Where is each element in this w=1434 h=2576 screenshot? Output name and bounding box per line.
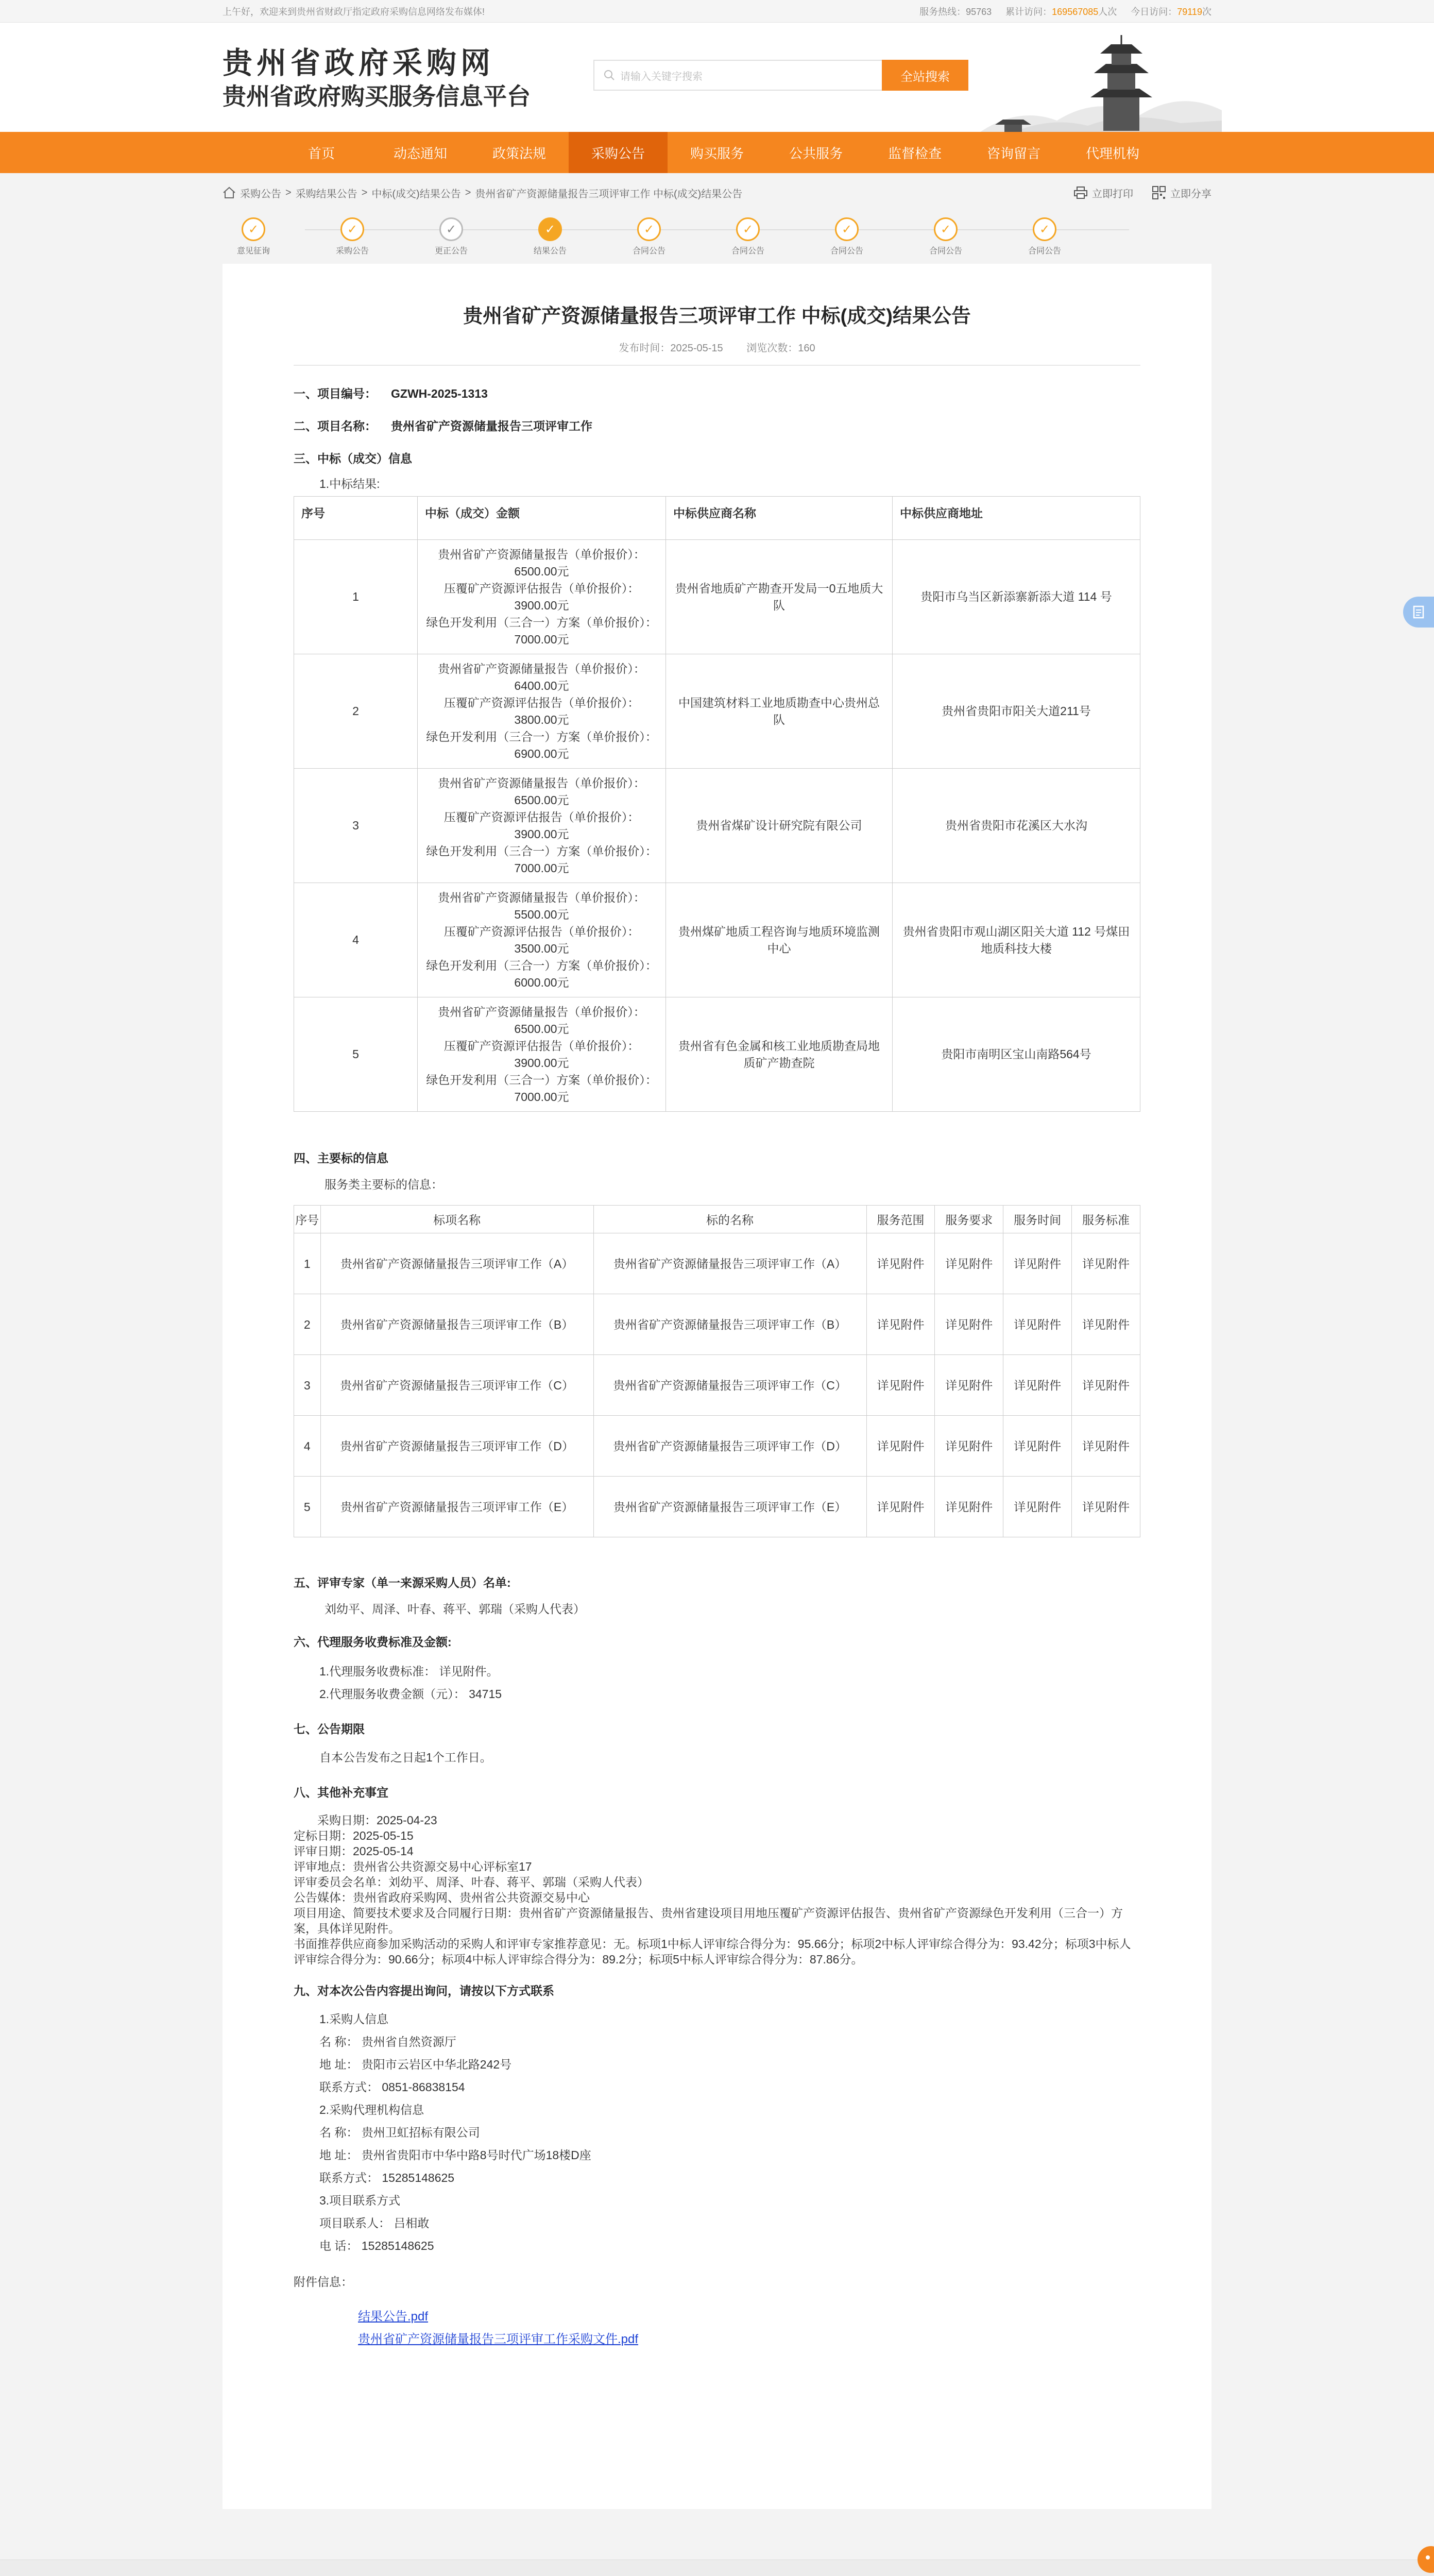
search-icon (604, 70, 615, 81)
top-bar (0, 0, 1434, 23)
subject-table (294, 1205, 1140, 1537)
document-icon (1411, 604, 1426, 620)
nav-home[interactable]: 首页 (308, 145, 335, 161)
table-header: 服务范围 (866, 1206, 935, 1233)
attachment-link[interactable]: 结果公告.pdf (358, 2310, 429, 2324)
step[interactable]: ✓ 更正公告 (420, 217, 482, 256)
step[interactable]: ✓ 意见征询 (223, 217, 284, 256)
breadcrumb-item[interactable]: 采购公告 (240, 188, 281, 200)
float-mascot-icon[interactable] (1415, 2544, 1434, 2575)
article (223, 264, 1211, 2509)
attachments-label: 附件信息： (294, 2275, 353, 2289)
divider (294, 365, 1140, 366)
section-agency-fee: 六、代理服务收费标准及金额: (294, 1635, 452, 1649)
search-button[interactable]: 全站搜索 (882, 60, 968, 91)
view-count: 浏览次数：160 (746, 343, 815, 354)
nav-supervision[interactable]: 监督检查 (887, 145, 942, 161)
section-notice-period: 七、公告期限 (294, 1722, 365, 1736)
table-header: 服务标准 (1072, 1206, 1140, 1233)
agency-fee-amount: 2.代理服务收费金额（元）： 34715 (319, 1687, 502, 1701)
table-header: 序号 (294, 1206, 321, 1233)
table-row: 1 贵州省矿产资源储量报告（单价报价）：6500.00元 压覆矿产资源评估报告（单价报价）：3900.00元 绿色开发利用（三合一）方案（单价报价）：7000.00元 贵州省地质矿产勘查开发局一0五地质大队 贵阳市乌当区新添寨新添大道 114 号 (294, 540, 1140, 654)
section-subject-info: 四、主要标的信息 (294, 1151, 388, 1165)
award-table (294, 496, 1140, 1112)
printer-icon (1073, 186, 1088, 199)
agency-fee-standard: 1.代理服务收费标准： 详见附件。 (319, 1665, 499, 1678)
notice-period: 自本公告发布之日起1个工作日。 (319, 1751, 492, 1764)
site-footer (0, 2560, 1434, 2576)
breadcrumb-item[interactable]: 中标(成交)结果公告 (371, 188, 461, 200)
table-header: 中标供应商地址 (893, 497, 1140, 540)
table-header: 中标供应商名称 (666, 497, 893, 540)
total-visits: 累计访问：169567085人次 (1005, 7, 1117, 17)
table-header: 服务时间 (1003, 1206, 1072, 1233)
welcome-text: 上午好，欢迎来到贵州省财政厅指定政府采购信息网络发布媒体! (223, 7, 485, 17)
nav-purchase-service[interactable]: 购买服务 (690, 145, 744, 161)
breadcrumb-item[interactable]: 采购结果公告 (295, 188, 357, 200)
article-meta (294, 340, 1140, 354)
progress-steps (223, 212, 1211, 259)
qrcode-icon (1152, 185, 1166, 200)
publish-time: 发布时间：2025-05-15 (619, 343, 723, 354)
stats (908, 5, 1211, 18)
step[interactable]: ✓ 合同公告 (1014, 217, 1076, 256)
nav-consult[interactable]: 咨询留言 (986, 145, 1040, 161)
today-visits: 今日访问：79119次 (1131, 7, 1211, 17)
search-bar (593, 60, 968, 91)
table-row: 1 贵州省矿产资源储量报告三项评审工作（A） 贵州省矿产资源储量报告三项评审工作（A） 详见附件 详见附件 详见附件 详见附件 (294, 1233, 1140, 1294)
pagoda-illustration (975, 33, 1222, 132)
section-award-info: 三、中标（成交）信息 (294, 452, 412, 465)
side-float-button[interactable] (1403, 597, 1434, 628)
table-header: 标的名称 (593, 1206, 866, 1233)
nav-agencies[interactable]: 代理机构 (1085, 145, 1139, 161)
table-row: 3 贵州省矿产资源储量报告（单价报价）：6500.00元 压覆矿产资源评估报告（单价报价）：3900.00元 绿色开发利用（三合一）方案（单价报价）：7000.00元 贵州省煤矿设计研究院有限公司 贵州省贵阳市花溪区大水沟 (294, 769, 1140, 883)
site-logo[interactable] (223, 45, 531, 112)
award-result-label: 1.中标结果: (319, 477, 380, 490)
step[interactable]: ✓ 合同公告 (915, 217, 977, 256)
table-header: 服务要求 (935, 1206, 1003, 1233)
table-row: 2 贵州省矿产资源储量报告三项评审工作（B） 贵州省矿产资源储量报告三项评审工作（B） 详见附件 详见附件 详见附件 详见附件 (294, 1294, 1140, 1355)
section-experts: 五、评审专家（单一来源采购人员）名单: (294, 1576, 511, 1589)
project-name: 二、项目名称： 贵州省矿产资源储量报告三项评审工作 (294, 419, 592, 433)
breadcrumb: 采购公告 > 采购结果公告 > 中标(成交)结果公告 > 贵州省矿产资源储量报告三项评审工作 中标(成交)结果公告 立即打印 立即分享 (223, 173, 1211, 212)
table-row: 2 贵州省矿产资源储量报告（单价报价）：6400.00元 压覆矿产资源评估报告（单价报价）：3800.00元 绿色开发利用（三合一）方案（单价报价）：6900.00元 中国建筑材料工业地质勘查中心贵州总队 贵州省贵阳市阳关大道211号 (294, 654, 1140, 769)
supplement-lines: 采购日期：2025-04-23 定标日期：2025-05-15 评审日期：2025-05-14 评审地点：贵州省公共资源交易中心评标室17 评审委员会名单：刘幼平、周泽、叶春、蒋平、郭瑞（采购人代表） 公告媒体：贵州省政府采购网、贵州省公共资源交易中心 项目用途、简要技术要求及合同履行日期：贵州省矿产资源储量报告、贵州省建设项目用地压覆矿产资源评估报告、贵州省矿产资源绿色开发利用（三合一）方案，具体详见附件。 书面推荐供应商参加采购活动的采购人和评审专家推荐意见：无。标项1中标人评审综合得分为：95.66分；标项2中标人评审综合得分为：93.42分；标项3中标人评审综合得分为：90.66分；标项4中标人评审综合得分为：89.2分；标项5中标人评审综合得分为：87.86分。 (294, 1814, 1131, 1966)
table-row: 4 贵州省矿产资源储量报告三项评审工作（D） 贵州省矿产资源储量报告三项评审工作（D） 详见附件 详见附件 详见附件 详见附件 (294, 1416, 1140, 1477)
nav-procurement[interactable]: 采购公告 (569, 132, 668, 173)
table-row: 5 贵州省矿产资源储量报告三项评审工作（E） 贵州省矿产资源储量报告三项评审工作（E） 详见附件 详见附件 详见附件 详见附件 (294, 1477, 1140, 1537)
hotline: 服务热线：95763 (919, 7, 992, 17)
table-header: 标项名称 (320, 1206, 593, 1233)
step[interactable]: ✓ 采购公告 (321, 217, 383, 256)
nav-policy[interactable]: 政策法规 (492, 145, 546, 161)
breadcrumb-current: 贵州省矿产资源储量报告三项评审工作 中标(成交)结果公告 (475, 188, 743, 200)
table-header: 序号 (294, 497, 418, 540)
project-number: 一、项目编号： GZWH-2025-1313 (294, 387, 488, 400)
search-input[interactable]: 请输入关键字搜索 (593, 60, 882, 91)
table-row: 3 贵州省矿产资源储量报告三项评审工作（C） 贵州省矿产资源储量报告三项评审工作（C） 详见附件 详见附件 详见附件 详见附件 (294, 1355, 1140, 1416)
nav-public-service[interactable]: 公共服务 (789, 145, 843, 161)
home-icon (223, 187, 236, 199)
table-header: 中标（成交）金额 (418, 497, 666, 540)
table-row: 5 贵州省矿产资源储量报告（单价报价）：6500.00元 压覆矿产资源评估报告（单价报价）：3900.00元 绿色开发利用（三合一）方案（单价报价）：7000.00元 贵州省有色金属和核工业地质勘查局地质矿产勘查院 贵阳市南明区宝山南路564号 (294, 997, 1140, 1112)
site-subtitle: 贵州省政府购买服务信息平台 (223, 83, 531, 110)
step-current[interactable]: ✓ 结果公告 (519, 217, 581, 256)
site-title: 贵州省政府采购网 (223, 46, 495, 80)
attachment-link[interactable]: 贵州省矿产资源储量报告三项评审工作采购文件.pdf (358, 2332, 639, 2346)
step[interactable]: ✓ 合同公告 (816, 217, 878, 256)
print-button[interactable]: 立即打印 (1073, 185, 1133, 200)
table-row: 4 贵州省矿产资源储量报告（单价报价）：5500.00元 压覆矿产资源评估报告（单价报价）：3500.00元 绿色开发利用（三合一）方案（单价报价）：6000.00元 贵州煤矿地质工程咨询与地质环境监测中心 贵州省贵阳市观山湖区阳关大道 112 号煤田地质科技大楼 (294, 883, 1140, 997)
experts-list: 刘幼平、周泽、叶春、蒋平、郭瑞（采购人代表） (325, 1602, 585, 1616)
nav-news[interactable]: 动态通知 (393, 145, 447, 161)
article-title: 贵州省矿产资源储量报告三项评审工作 中标(成交)结果公告 (463, 306, 971, 327)
section-supplement: 八、其他补充事宜 (294, 1786, 388, 1799)
section-contact: 九、对本次公告内容提出询问，请按以下方式联系 (294, 1984, 554, 1997)
site-header (0, 23, 1434, 132)
step[interactable]: ✓ 合同公告 (618, 217, 680, 256)
subject-info-label: 服务类主要标的信息： (325, 1178, 443, 1191)
contact-info: 1.采购人信息 名 称： 贵州省自然资源厅 地 址： 贵阳市云岩区中华北路242号 联系方式： 0851-86838154 2.采购代理机构信息 名 称： 贵州卫虹招标有限公司 地 址： 贵州省贵阳市中华中路8号时代广场18楼D座 联系方式： 15285148625 3.项目联系方式 项目联系人： 吕相敢 电 话： 15285148625 (319, 2012, 591, 2252)
main-nav (0, 132, 1434, 173)
share-button[interactable]: 立即分享 (1152, 185, 1211, 200)
step[interactable]: ✓ 合同公告 (717, 217, 779, 256)
